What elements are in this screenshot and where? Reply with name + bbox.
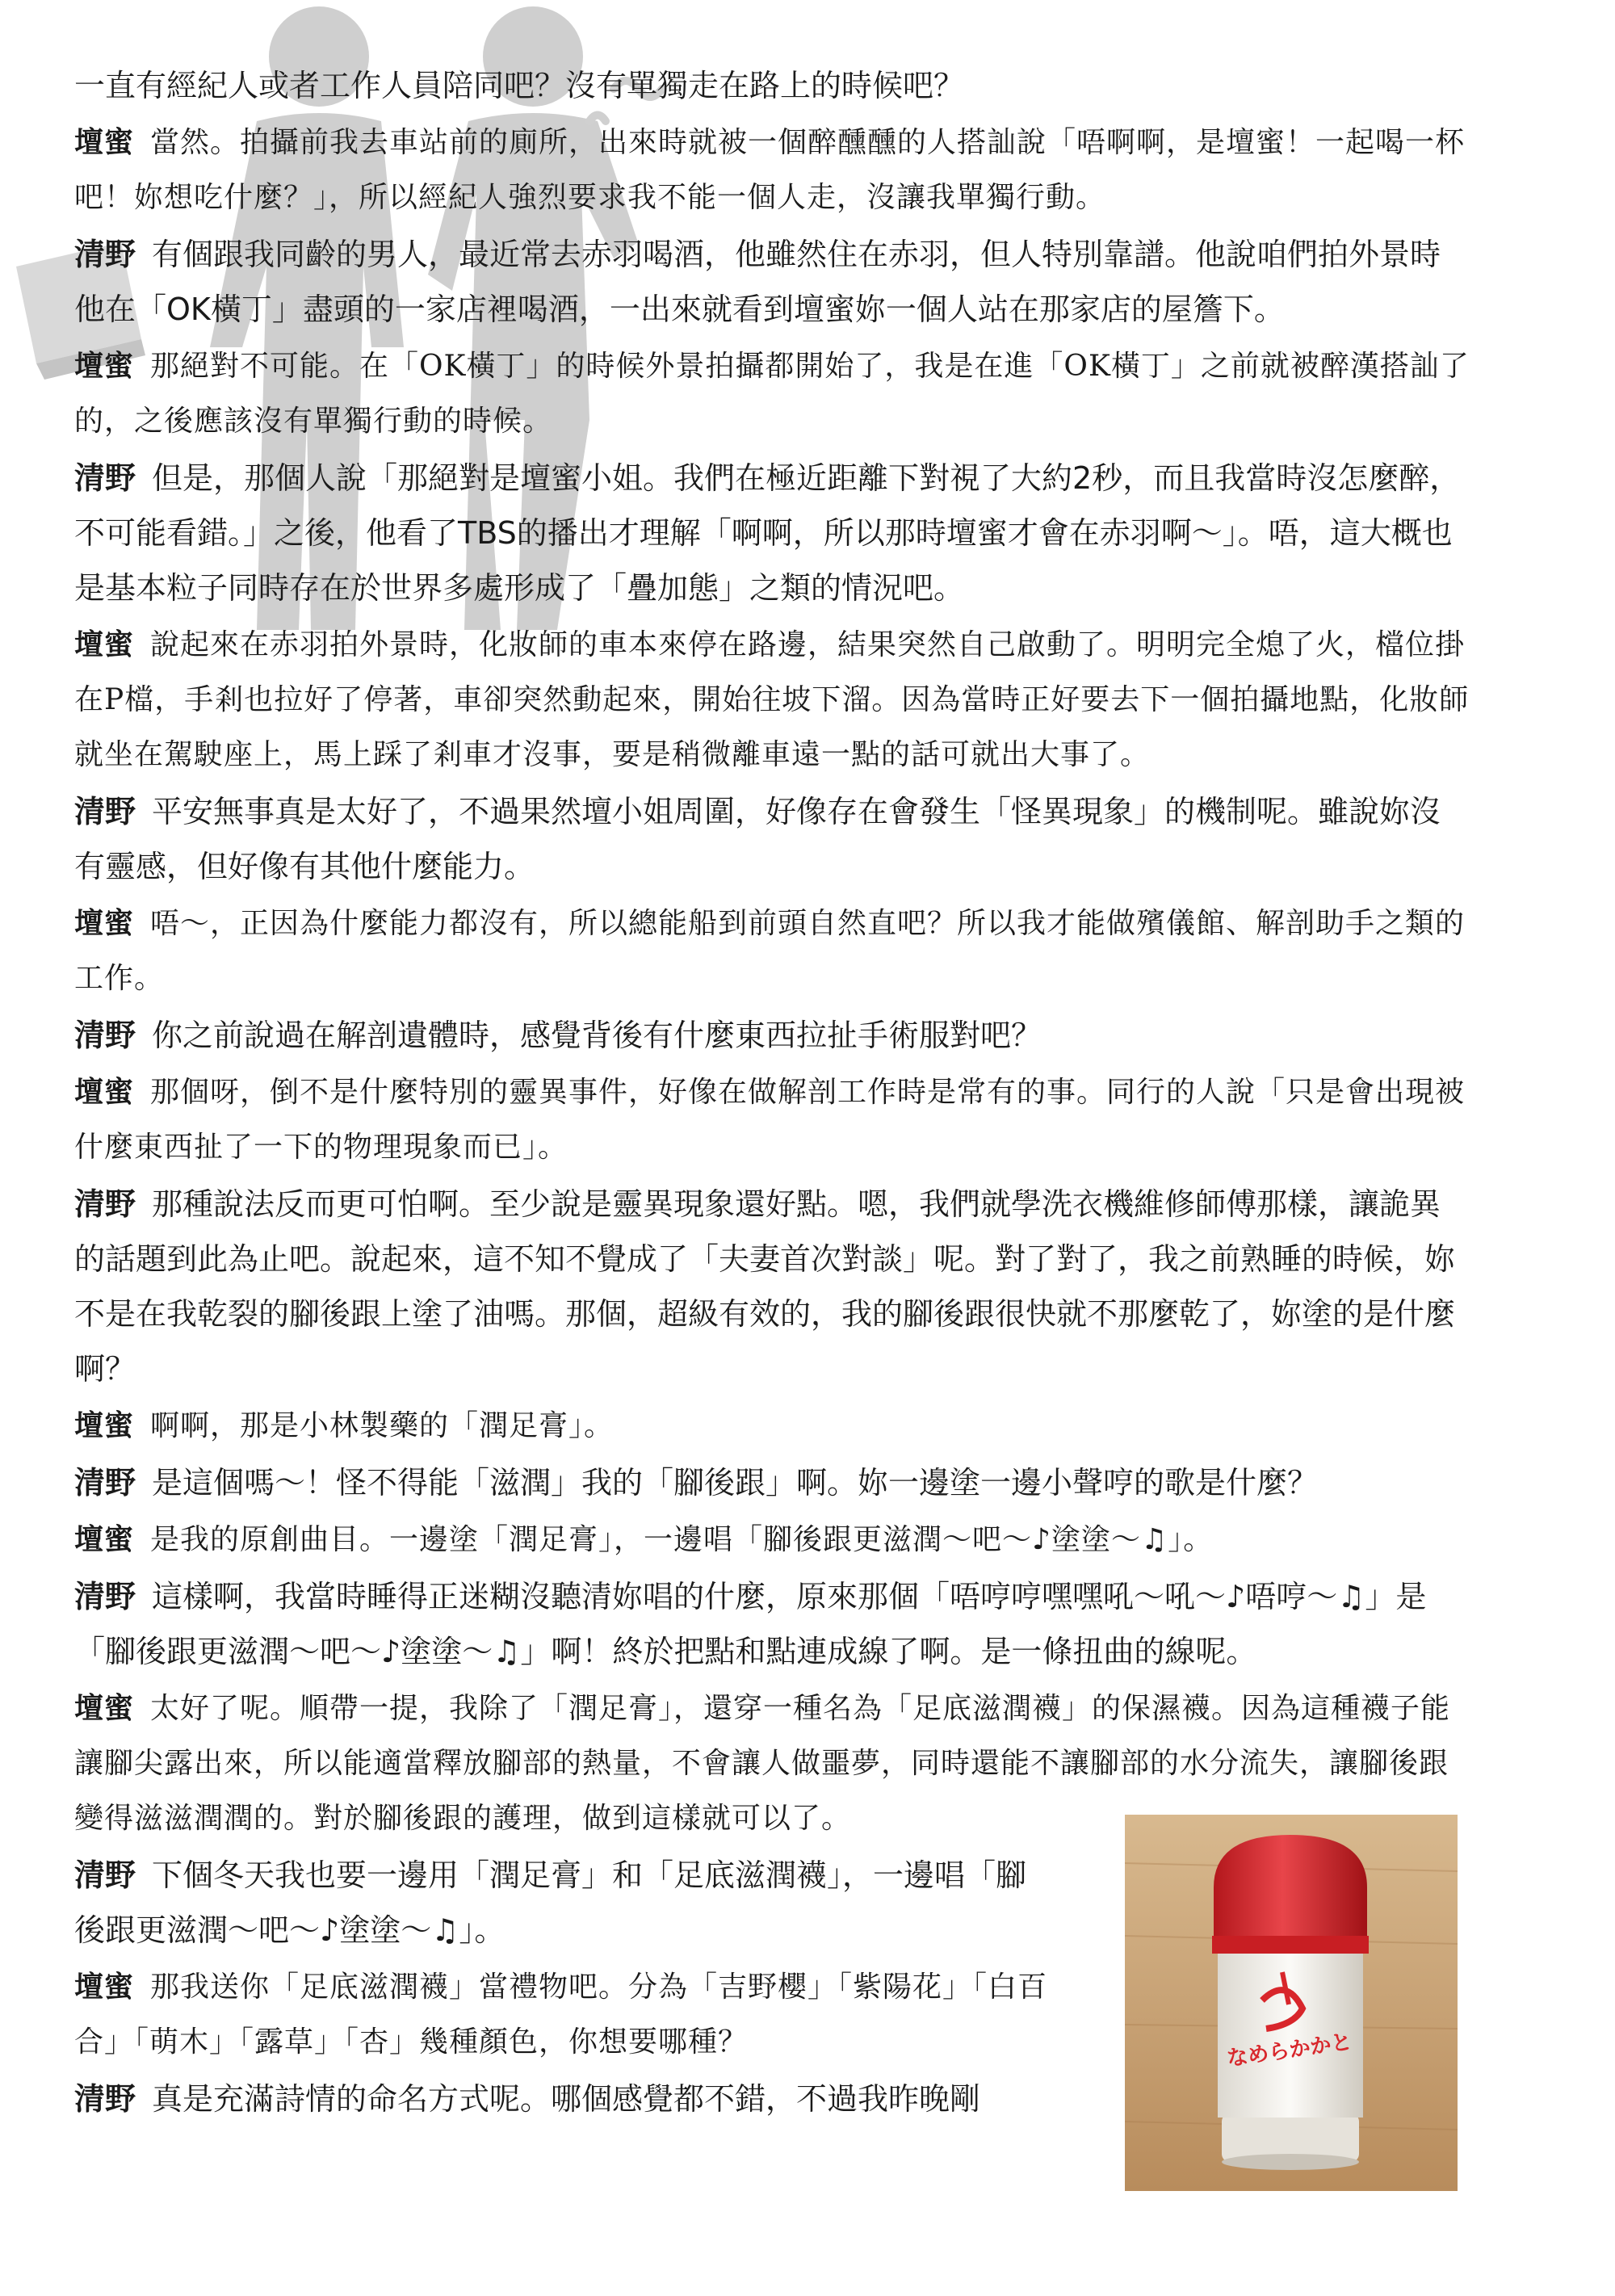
dialogue-line: 清野 你之前說過在解剖遺體時，感覺背後有什麼東西拉扯手術服對吧？	[74, 1018, 1042, 1053]
dialogue-line: 壇蜜 那個呀，倒不是什麼特別的靈異事件，好像在做解剖工作時是常有的事。同行的人說「只是會出現被什麼東西扯了一下的物理現象而已」。	[74, 1075, 1466, 1164]
dialogue-line: 清野 平安無事真是太好了，不過果然壇小姐周圍，好像存在會發生「怪異現象」的機制呢。雖說妳沒有靈感，但好像有其他什麼能力。	[74, 794, 1441, 884]
dialogue-line: 清野 下個冬天我也要一邊用「潤足膏」和「足底滋潤襪」，一邊唱「腳後跟更滋潤～吧～♪塗塗～♫」。	[74, 1857, 1027, 1948]
dialogue-line: 壇蜜 那我送你「足底滋潤襪」當禮物吧。分為「吉野櫻」「紫陽花」「白百合」「萌木」「露草」「杏」幾種顏色，你想要哪種？	[74, 1970, 1048, 2059]
product-photo-foot-cream	[1125, 1815, 1458, 2191]
dialogue-line: 清野 是這個嗎～！怪不得能「滋潤」我的「腳後跟」啊。妳一邊塗一邊小聲哼的歌是什麼？	[74, 1465, 1319, 1501]
dialogue-line: 清野 真是充滿詩情的命名方式呢。哪個感覺都不錯，不過我昨晚剛	[74, 2081, 981, 2117]
intro-line: 一直有經紀人或者工作人員陪同吧？沒有單獨走在路上的時候吧？	[74, 68, 965, 103]
dialogue-line: 清野 但是，那個人說「那絕對是壇蜜小姐。我們在極近距離下對視了大約2秒，而且我當時沒怎麼醉，不可能看錯。」之後，他看了TBS的播出才理解「啊啊，所以那時壇蜜才會在赤羽啊～」。唔，這大概也是基本粒子同時存在於世界多處形成了「疊加態」之類的情況吧。	[74, 460, 1461, 606]
dialogue-line: 壇蜜 啊啊，那是小林製藥的「潤足膏」。	[74, 1408, 615, 1442]
dialogue-line: 壇蜜 那絕對不可能。在「OK橫丁」的時候外景拍攝都開始了，我是在進「OK橫丁」之前就被醉漢搭訕了的，之後應該沒有單獨行動的時候。	[74, 349, 1470, 438]
dialogue-line: 壇蜜 說起來在赤羽拍外景時，化妝師的車本來停在路邊，結果突然自己啟動了。明明完全熄了火，檔位掛在P檔，手剎也拉好了停著，車卻突然動起來，開始往坡下溜。因為當時正好要去下一個拍攝地點，化妝師就坐在駕駛座上，馬上踩了剎車才沒事，要是稍微離車遠一點的話可就出大事了。	[74, 628, 1470, 771]
product-cap	[1214, 1835, 1367, 1952]
dialogue-line: 壇蜜 是我的原創曲目。一邊塗「潤足膏」，一邊唱「腳後跟更滋潤～吧～♪塗塗～♫」。	[74, 1522, 1214, 1556]
dialogue-line: 清野 有個跟我同齡的男人，最近常去赤羽喝酒，他雖然住在赤羽，但人特別靠譜。他說咱們拍外景時他在「OK橫丁」盡頭的一家店裡喝酒，一出來就看到壇蜜妳一個人站在那家店的屋簷下。	[74, 237, 1441, 327]
dialogue-line: 壇蜜 當然。拍攝前我去車站前的廁所，出來時就被一個醉醺醺的人搭訕說「唔啊啊，是壇蜜！一起喝一杯吧！妳想吃什麼？」，所以經紀人強烈要求我不能一個人走，沒讓我單獨行動。	[74, 125, 1466, 214]
dialogue-line: 壇蜜 唔～，正因為什麼能力都沒有，所以總能船到前頭自然直吧？所以我才能做殯儀館、解剖助手之類的工作。	[74, 906, 1466, 995]
dialogue-line: 壇蜜 太好了呢。順帶一提，我除了「潤足膏」，還穿一種名為「足底滋潤襪」的保濕襪。因為這種襪子能讓腳尖露出來，所以能適當釋放腳部的熱量，不會讓人做噩夢，同時還能不讓腳部的水分流失，讓腳後跟變得滋滋潤潤的。對於腳後跟的護理，做到這樣就可以了。	[74, 1691, 1451, 1835]
dialogue-line: 清野 這樣啊，我當時睡得正迷糊沒聽清妳唱的什麼，原來那個「唔哼哼嘿嘿吼～吼～♪唔哼～♫」是「腳後跟更滋潤～吧～♪塗塗～♫」啊！終於把點和點連成線了啊。是一條扭曲的線呢。	[74, 1579, 1427, 1669]
dialogue-line: 清野 那種說法反而更可怕啊。至少說是靈異現象還好點。嗯，我們就學洗衣機維修師傅那樣，讓詭異的話題到此為止吧。說起來，這不知不覺成了「夫妻首次對談」呢。對了對了，我之前熟睡的時候，妳不是在我乾裂的腳後跟上塗了油嗎。那個，超級有效的，我的腳後跟很快就不那麼乾了，妳塗的是什麼啊？	[74, 1186, 1456, 1387]
product-label: なめらかかと	[1225, 2029, 1354, 2071]
